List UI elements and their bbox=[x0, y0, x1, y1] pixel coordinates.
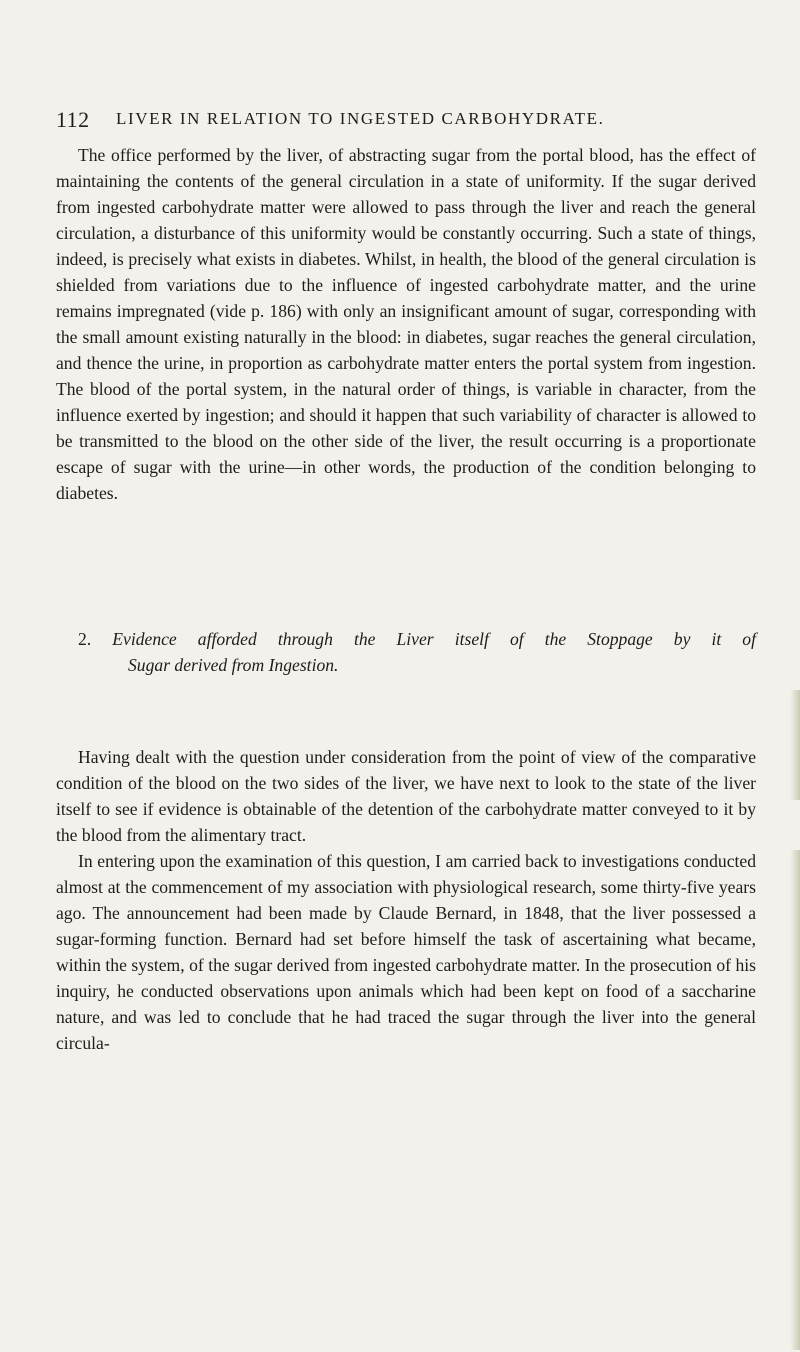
running-title: LIVER IN RELATION TO INGESTED CARBOHYDRATE. bbox=[116, 109, 605, 128]
section-number: 2. bbox=[78, 629, 92, 649]
section-title-line-2: Sugar derived from Ingestion. bbox=[128, 655, 339, 675]
section-title-line-1: Evidence afforded through the Liver itself of the Stoppage by it of bbox=[112, 629, 756, 649]
paragraph-bernard-investigations: In entering upon the examination of this question, I am carried back to investigations conducted almost at the commencement of my association with physiological research, some thirty-five years ago. The announcement had been made by Claude Bernard, in 1848, that the liver possessed a sugar-forming function. Bernard had set before himself the task of ascertaining what became, within the system, of the sugar derived from ingested carbohydrate matter. In the prosecution of his inquiry, he conducted observations upon animals which had been kept on food of a saccharine nature, and was led to conclude that he had traced the sugar through the liver into the general circula- bbox=[56, 851, 756, 1053]
section-heading-line-1 bbox=[56, 626, 756, 652]
page-edge-stain bbox=[790, 690, 800, 800]
running-head bbox=[56, 107, 746, 137]
paragraph-portal-blood: The office performed by the liver, of abstracting sugar from the portal blood, has the effect of maintaining the contents of the general circulation in a state of uniformity. If the sugar derived from ingested carbohydrate matter were allowed to pass through the liver and reach the general circulation, a disturbance of this uniformity would be constantly occurring. Such a state of things, indeed, is precisely what exists in diabetes. Whilst, in health, the blood of the general circulation is shielded from variations due to the influence of ingested carbohydrate matter, and the urine remains impregnated (vide p. 186) with only an insignificant amount of sugar, corresponding with the small amount existing naturally in the blood: in diabetes, sugar reaches the general circulation, and thence the urine, in proportion as carbohydrate matter enters the portal system from ingestion. The blood of the portal system, in the natural order of things, is variable in character, from the influence exerted by ingestion; and should it happen that such variability of character is allowed to be transmitted to the blood on the other side of the liver, the result occurring is a proportionate escape of sugar with the urine—in other words, the production of the condition belonging to diabetes. bbox=[56, 145, 756, 503]
page-edge-stain bbox=[790, 850, 800, 1350]
page-number: 112 bbox=[56, 107, 90, 132]
paragraph-liver-state: Having dealt with the question under consideration from the point of view of the comparative condition of the blood on the two sides of the liver, we have next to look to the state of the liver itself to see if evidence is obtainable of the detention of the carbohydrate matter conveyed to it by the blood from the alimentary tract. bbox=[56, 747, 756, 845]
section-heading bbox=[56, 626, 756, 678]
